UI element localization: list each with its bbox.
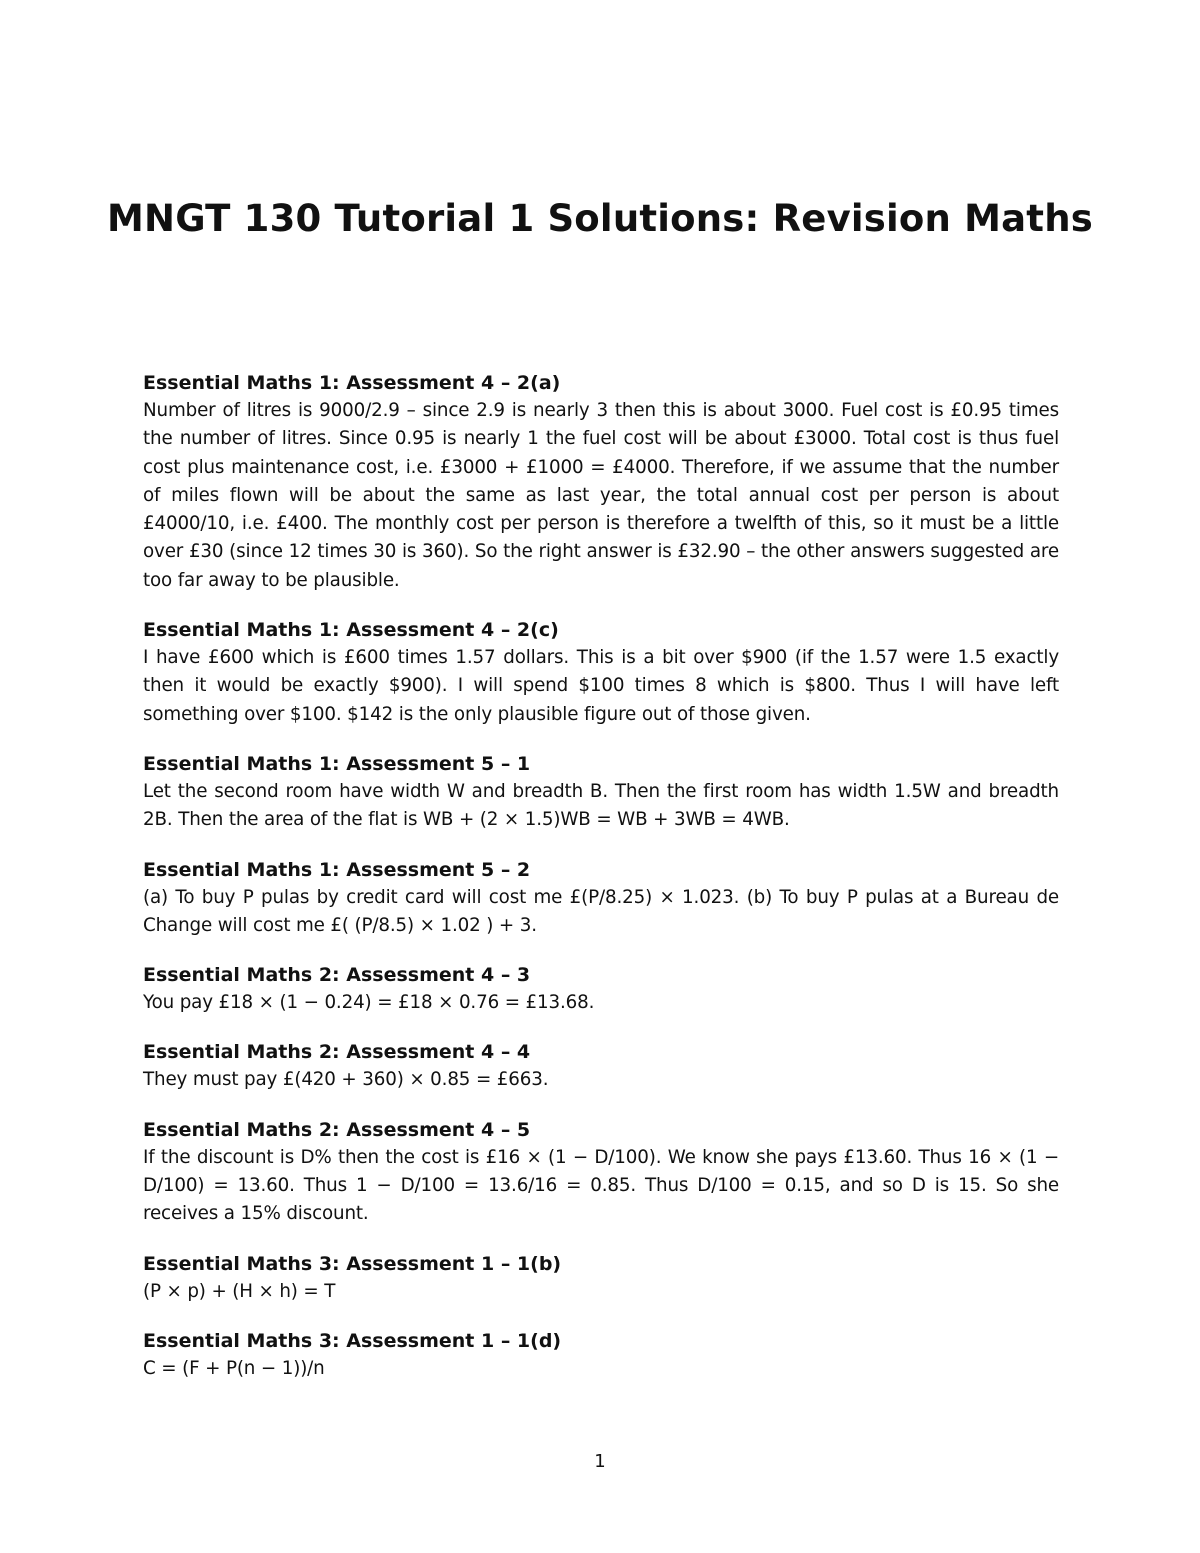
section-text: Let the second room have width W and breadth B. Then the first room has width 1.5W and breadth 2B. Then the area of the flat is WB + (2 × 1.5)WB = WB + 3WB = 4WB. <box>143 780 1059 831</box>
section-text: (P × p) + (H × h) = T <box>143 1280 336 1302</box>
section-heading: Essential Maths 3: Assessment 1 – 1(d) <box>143 1329 562 1352</box>
page-number: 1 <box>594 1451 606 1472</box>
section-heading: Essential Maths 2: Assessment 4 – 4 <box>143 1041 531 1064</box>
section-em3-a1-1b <box>143 1250 1059 1306</box>
section-heading: Essential Maths 2: Assessment 4 – 5 <box>143 1118 531 1141</box>
section-text: (a) To buy P pulas by credit card will cost me £(P/8.25) × 1.023. (b) To buy P pulas at a Bureau de Change will cost me £( (P/8.5) × 1.02 ) + 3. <box>143 886 1059 936</box>
section-heading: Essential Maths 3: Assessment 1 – 1(b) <box>143 1252 562 1275</box>
section-heading: Essential Maths 1: Assessment 4 – 2(c) <box>143 619 559 642</box>
section-heading: Essential Maths 1: Assessment 5 – 1 <box>143 752 531 775</box>
section-em1-a4-2a <box>143 369 1059 595</box>
section-text: Number of litres is 9000/2.9 – since 2.9 is nearly 3 then this is about 3000. Fuel cost is £0.95 times the number of litres. Since 0.95 is nearly 1 the fuel cost will be about £3000. Total cost is thus fuel cost plus maintenance cost, i.e. £3000 + £1000 = £4000. Therefore, if we assume that the number of miles flown will be about the same as last year, the total annual cost per person is about £4000/10, i.e. £400. The monthly cost per person is therefore a twelfth of this, so it must be a little over £30 (since 12 times 30 is 360). So the right answer is £32.90 – the other answers suggested are too far away to be plausible. <box>143 400 1059 591</box>
section-em2-a4-4 <box>143 1038 1059 1094</box>
page-title: MNGT 130 Tutorial 1 Solutions: Revision Maths <box>107 197 1093 240</box>
section-heading: Essential Maths 2: Assessment 4 – 3 <box>143 964 531 987</box>
section-em1-a5-1 <box>143 750 1059 835</box>
section-text: You pay £18 × (1 − 0.24) = £18 × 0.76 = £13.68. <box>143 992 595 1014</box>
section-em2-a4-5 <box>143 1116 1059 1229</box>
section-heading: Essential Maths 1: Assessment 5 – 2 <box>143 858 531 881</box>
section-text: If the discount is D% then the cost is £16 × (1 − D/100). We know she pays £13.60. Thus 16 × (1 − D/100) = 13.60. Thus 1 − D/100 = 13.6/16 = 0.85. Thus D/100 = 0.15, and so D is 15. So she receives a 15% discount. <box>143 1146 1059 1225</box>
section-text: C = (F + P(n − 1))/n <box>143 1357 325 1379</box>
section-em3-a1-1d <box>143 1327 1059 1383</box>
section-text: They must pay £(420 + 360) × 0.85 = £663. <box>143 1069 549 1091</box>
document-body <box>143 369 1059 1404</box>
section-em2-a4-3 <box>143 961 1059 1017</box>
section-em1-a5-2 <box>143 856 1059 941</box>
section-text: I have £600 which is £600 times 1.57 dollars. This is a bit over $900 (if the 1.57 were 1.5 exactly then it would be exactly $900). I will spend $100 times 8 which is $800. Thus I will have left something over $100. $142 is the only plausible figure out of those given. <box>143 647 1059 725</box>
section-em1-a4-2c <box>143 616 1059 729</box>
section-heading: Essential Maths 1: Assessment 4 – 2(a) <box>143 372 561 394</box>
